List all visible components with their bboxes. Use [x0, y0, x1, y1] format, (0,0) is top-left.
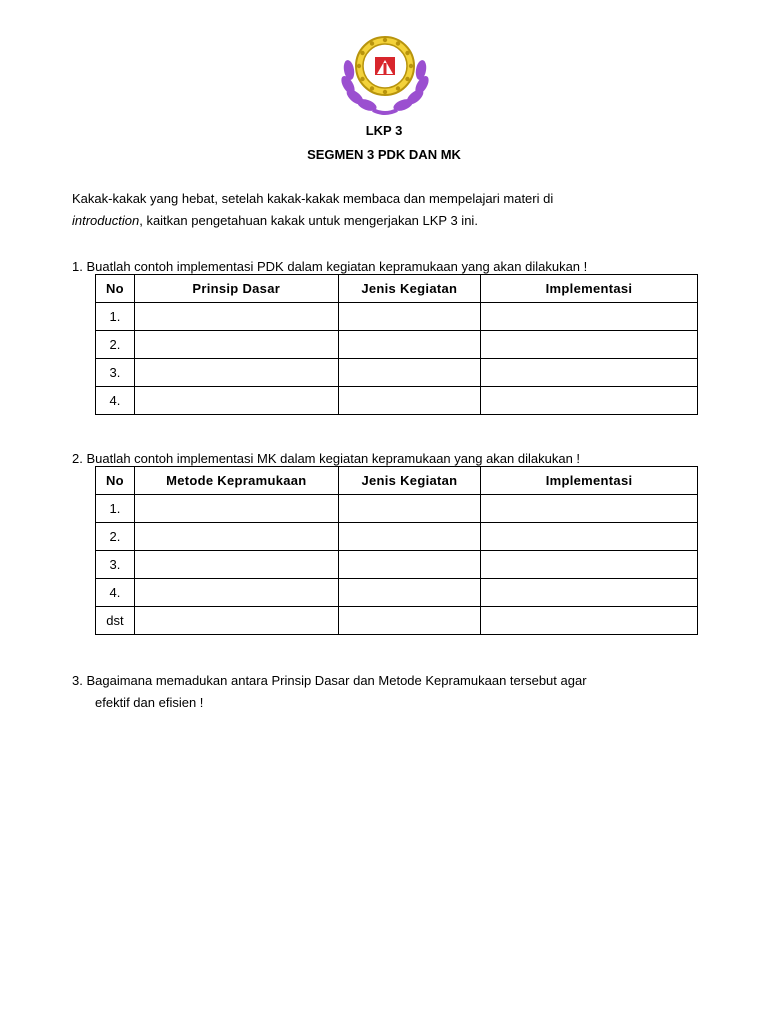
cell-implementasi[interactable] [481, 523, 698, 551]
table-row [96, 331, 698, 359]
cell-implementasi[interactable] [480, 387, 697, 415]
row-number: 4. [96, 579, 135, 607]
intro-text-part2: , kaitkan pengetahuan kakak untuk mengerjakan LKP 3 ini. [139, 213, 478, 228]
cell-implementasi[interactable] [481, 607, 698, 635]
question-3-line1: 3. Bagaimana memadukan antara Prinsip Dasar dan Metode Kepramukaan tersebut agar [72, 673, 587, 688]
header-implementasi: Implementasi [481, 467, 698, 495]
question-2: 2. Buatlah contoh implementasi MK dalam kegiatan kepramukaan yang akan dilakukan ! [72, 451, 581, 466]
cell-metode-kepramukaan[interactable] [134, 607, 338, 635]
document-title: LKP 3 [365, 123, 403, 138]
header-no: No [96, 467, 135, 495]
table-row [96, 359, 698, 387]
cell-jenis-kegiatan[interactable] [338, 387, 480, 415]
intro-paragraph [72, 188, 712, 232]
table-row [96, 303, 698, 331]
table-metode-kepramukaan [95, 466, 698, 635]
cell-implementasi[interactable] [481, 551, 698, 579]
table-row [96, 387, 698, 415]
cell-jenis-kegiatan[interactable] [338, 523, 480, 551]
header-metode-kepramukaan: Metode Kepramukaan [134, 467, 338, 495]
header-implementasi: Implementasi [480, 275, 697, 303]
table-row [96, 551, 698, 579]
emblem-center-icon [375, 57, 395, 75]
cell-jenis-kegiatan[interactable] [338, 551, 480, 579]
row-number: 3. [96, 551, 135, 579]
question-1: 1. Buatlah contoh implementasi PDK dalam kegiatan kepramukaan yang akan dilakukan ! [72, 259, 588, 274]
cell-jenis-kegiatan[interactable] [338, 579, 480, 607]
cell-metode-kepramukaan[interactable] [134, 523, 338, 551]
question-3-line2: efektif dan efisien ! [95, 695, 204, 710]
row-number: dst [96, 607, 135, 635]
row-number: 1. [96, 495, 135, 523]
table-row [96, 523, 698, 551]
question-3 [72, 670, 712, 714]
row-number: 1. [96, 303, 135, 331]
header-no: No [96, 275, 135, 303]
cell-implementasi[interactable] [481, 579, 698, 607]
header-prinsip-dasar: Prinsip Dasar [134, 275, 338, 303]
table-header-row [96, 275, 698, 303]
cell-jenis-kegiatan[interactable] [338, 359, 480, 387]
cell-jenis-kegiatan[interactable] [338, 331, 480, 359]
intro-text-part1: Kakak-kakak yang hebat, setelah kakak-kakak membaca dan mempelajari materi di [72, 191, 554, 206]
cell-prinsip-dasar[interactable] [134, 331, 338, 359]
row-number: 2. [96, 523, 135, 551]
header-jenis-kegiatan: Jenis Kegiatan [338, 275, 480, 303]
cell-metode-kepramukaan[interactable] [134, 551, 338, 579]
header-jenis-kegiatan: Jenis Kegiatan [338, 467, 480, 495]
cell-jenis-kegiatan[interactable] [338, 303, 480, 331]
table-header-row [96, 467, 698, 495]
cell-metode-kepramukaan[interactable] [134, 579, 338, 607]
table-row [96, 579, 698, 607]
row-number: 2. [96, 331, 135, 359]
row-number: 3. [96, 359, 135, 387]
emblem-logo [335, 30, 435, 116]
cell-prinsip-dasar[interactable] [134, 387, 338, 415]
cell-implementasi[interactable] [480, 331, 697, 359]
row-number: 4. [96, 387, 135, 415]
intro-emphasis: introduction [72, 213, 140, 228]
table-row [96, 495, 698, 523]
cell-metode-kepramukaan[interactable] [134, 495, 338, 523]
cell-implementasi[interactable] [480, 303, 697, 331]
cell-implementasi[interactable] [480, 359, 697, 387]
document-subtitle: SEGMEN 3 PDK DAN MK [307, 147, 461, 162]
cell-prinsip-dasar[interactable] [134, 303, 338, 331]
cell-jenis-kegiatan[interactable] [338, 495, 480, 523]
cell-prinsip-dasar[interactable] [134, 359, 338, 387]
cell-implementasi[interactable] [481, 495, 698, 523]
cell-jenis-kegiatan[interactable] [338, 607, 480, 635]
table-prinsip-dasar [95, 274, 698, 415]
table-row [96, 607, 698, 635]
